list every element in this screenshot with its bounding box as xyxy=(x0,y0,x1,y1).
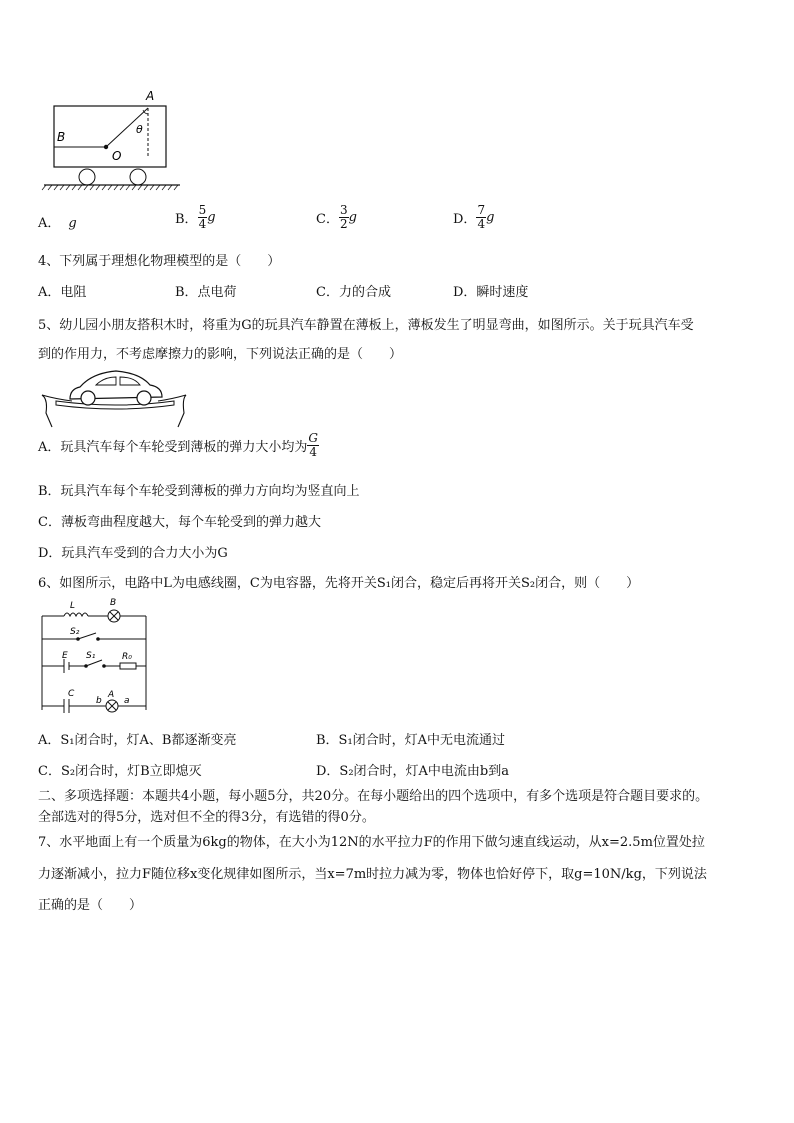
q6-option-d[interactable]: D．S₂闭合时，灯A中电流由b到a xyxy=(316,764,510,779)
q3-option-a-label: A． xyxy=(38,216,61,231)
q7-stem-line2: 力逐渐减小，拉力F随位移x变化规律如图所示，当x=7m时拉力减为零，物体也恰好停下，取g=10N/kg，下列说法 xyxy=(38,867,707,882)
circuit-label-a-lamp: A xyxy=(108,690,115,700)
q4-option-d[interactable]: D．瞬时速度 xyxy=(453,285,529,300)
q6-option-c[interactable]: C．S₂闭合时，灯B立即熄灭 xyxy=(38,764,202,779)
q5-stem-line2: 到的作用力，不考虑摩擦力的影响，下列说法正确的是（ ） xyxy=(38,347,403,362)
circuit-label-small-b: b xyxy=(96,696,102,706)
circuit-label-l: L xyxy=(70,601,76,611)
section2-heading-line1: 二、多项选择题：本题共4小题，每小题5分，共20分。在每小题给出的四个选项中，有多个选项是符合题目要求的。 xyxy=(38,789,709,804)
q3-option-b-den: 4 xyxy=(198,217,207,231)
q3-option-b-num: 5 xyxy=(198,203,207,217)
q6-option-b[interactable]: B．S₁闭合时，灯A中无电流通过 xyxy=(316,733,506,748)
q5-option-c[interactable]: C．薄板弯曲程度越大，每个车轮受到的弹力越大 xyxy=(38,515,321,530)
q7-stem-line3: 正确的是（ ） xyxy=(38,898,143,913)
q5-option-a-fraction xyxy=(307,432,319,459)
q5-option-a-num: G xyxy=(308,431,318,445)
q3-option-c-label: C． xyxy=(316,212,339,227)
q3-option-b-label: B． xyxy=(175,212,198,227)
circuit-label-e: E xyxy=(62,651,68,661)
cart-pendulum-figure xyxy=(40,86,190,196)
q3-option-d[interactable] xyxy=(453,204,494,231)
q3-option-d-label: D． xyxy=(453,212,477,227)
q5-stem-line1: 5、幼儿园小朋友搭积木时，将重为G的玩具汽车静置在薄板上，薄板发生了明显弯曲，如图所示。关于玩具汽车受 xyxy=(38,318,694,333)
q5-option-d[interactable]: D．玩具汽车受到的合力大小为G xyxy=(38,546,228,561)
q6-option-a[interactable]: A．S₁闭合时，灯A、B都逐渐变亮 xyxy=(38,733,237,748)
circuit-label-r0: R₀ xyxy=(122,652,132,662)
circuit-label-b: B xyxy=(110,598,117,608)
circuit-label-s2: S₂ xyxy=(70,627,80,637)
q3-option-c-suffix: g xyxy=(348,210,357,225)
q5-option-b[interactable]: B．玩具汽车每个车轮受到薄板的弹力方向均为竖直向上 xyxy=(38,484,360,499)
fig3-label-b: B xyxy=(57,130,66,144)
q7-stem-line1: 7、水平地面上有一个质量为6kg的物体，在大小为12N的水平拉力F的作用下做匀速直线运动，从x=2.5m位置处拉 xyxy=(38,835,705,850)
q4-option-b[interactable]: B．点电荷 xyxy=(175,285,237,300)
section2-heading-line2: 全部选对的得5分，选对但不全的得3分，有选错的得0分。 xyxy=(38,810,375,825)
circuit-label-small-a: a xyxy=(124,696,130,706)
fig3-label-o: O xyxy=(112,149,122,163)
circuit-label-c: C xyxy=(68,689,75,699)
circuit-figure xyxy=(36,596,156,720)
q3-option-c-num: 3 xyxy=(339,203,348,217)
q5-option-a-text: A．玩具汽车每个车轮受到薄板的弹力大小均为 xyxy=(38,440,308,455)
q3-option-d-den: 4 xyxy=(477,217,486,231)
q3-option-a-text: g xyxy=(68,216,77,231)
q3-option-d-suffix: g xyxy=(486,210,495,225)
q4-option-c[interactable]: C．力的合成 xyxy=(316,285,391,300)
q3-option-d-fraction xyxy=(476,204,486,231)
q3-option-b[interactable] xyxy=(175,204,216,231)
q4-stem: 4、下列属于理想化物理模型的是（ ） xyxy=(38,254,281,269)
q3-option-c-fraction xyxy=(339,204,349,231)
q3-option-b-suffix: g xyxy=(207,210,216,225)
q4-option-a[interactable]: A．电阻 xyxy=(38,285,87,300)
q3-option-c-den: 2 xyxy=(339,217,348,231)
q3-option-a[interactable] xyxy=(38,212,77,231)
q3-option-c[interactable] xyxy=(316,204,357,231)
fig3-label-a: A xyxy=(146,89,155,103)
q5-option-a-den: 4 xyxy=(309,445,317,459)
q6-stem: 6、如图所示，电路中L为电感线圈，C为电容器，先将开关S₁闭合，稳定后再将开关S₂闭合，则（ ） xyxy=(38,576,640,591)
circuit-label-s1: S₁ xyxy=(86,651,96,661)
toy-car-figure xyxy=(36,365,196,437)
q3-option-d-num: 7 xyxy=(477,203,486,217)
q5-option-a[interactable] xyxy=(38,432,319,459)
q3-option-b-fraction xyxy=(198,204,208,231)
fig3-label-theta: θ xyxy=(136,123,143,136)
